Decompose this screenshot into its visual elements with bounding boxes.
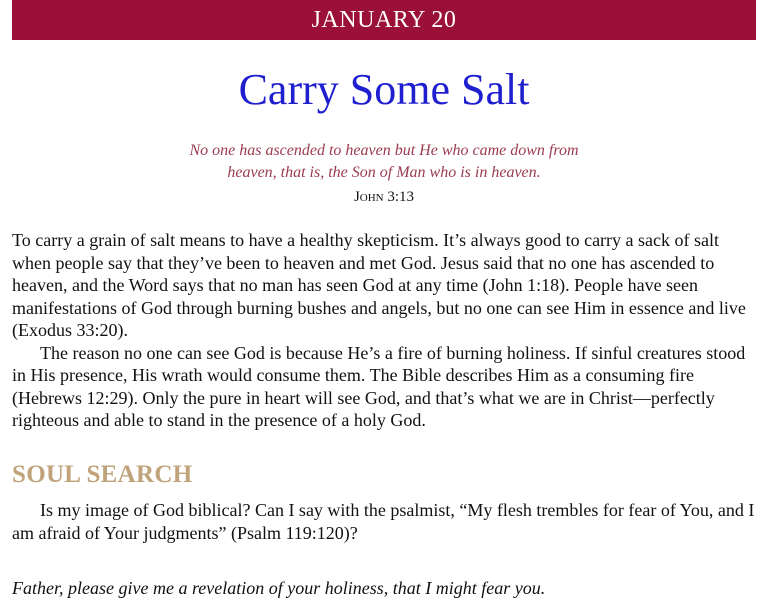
soul-search-text: Is my image of God biblical? Can I say with the psalmist, “My flesh trembles for fear of You, and I am afraid of Your judgments” (Psalm 119:120)?: [12, 500, 755, 543]
epigraph-line-1: No one has ascended to heaven but He who came down from: [189, 142, 579, 159]
epigraph-line-2: heaven, that is, the Son of Man who is in heaven.: [227, 164, 541, 181]
scripture-reference: [0, 187, 768, 207]
devotional-title: Carry Some Salt: [238, 65, 530, 114]
date-banner: [12, 0, 756, 40]
reference-book: John: [353, 189, 384, 205]
reference-verse: 3:13: [387, 189, 415, 205]
epigraph-quote: [150, 140, 618, 184]
soul-search-heading: SOUL SEARCH: [12, 461, 193, 488]
body-paragraph: The reason no one can see God is because He’s a fire of burning holiness. If sinful creatures stood in His presence, His wrath would consume them. The Bible describes Him as a consuming fire (Hebrews 12:29). Only the pure in heart will see God, and that’s what we are in Christ—perfectly righteous and able to stand in the presence of a holy God.: [12, 342, 746, 430]
devotional-body: [12, 229, 756, 432]
body-paragraph: To carry a grain of salt means to have a healthy skepticism. It’s always good to carry a sack of salt when people say that they’ve been to heaven and met God. Jesus said that no one has ascended to heaven, and the Word says that no man has seen God at any time (John 1:18). People have seen manifestations of God through burning bushes and angels, but no one can see Him in essence and live (Exodus 33:20).: [12, 230, 746, 340]
prayer-text: Father, please give me a revelation of your holiness, that I might fear you.: [12, 578, 546, 598]
date-label: JANUARY 20: [311, 7, 457, 33]
